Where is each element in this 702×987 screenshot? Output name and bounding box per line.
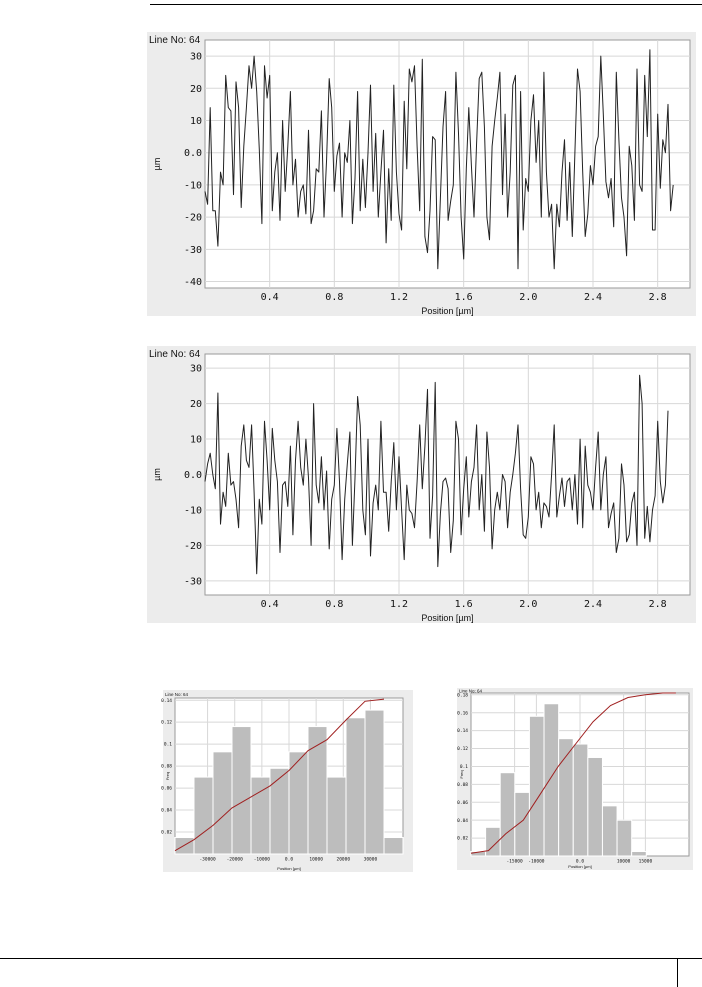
chart-3-y-tick-label: 0.02	[161, 830, 172, 836]
chart-2-x-tick-label: 1.2	[389, 599, 409, 610]
chart-4-y-tick-label: 0.1	[459, 765, 468, 771]
chart-2-title: Line No: 64	[149, 349, 201, 360]
chart-2-x-axis-label: Position [µm]	[421, 613, 474, 623]
chart-3-bar	[327, 777, 346, 854]
chart-2-x-tick-label: 1.6	[454, 599, 473, 610]
chart-1-x-tick-label: 0.8	[325, 292, 344, 303]
chart-1-title: Line No: 64	[149, 35, 201, 46]
chart-3-title: Line No: 64	[165, 692, 189, 697]
chart-1-x-tick-label: 1.2	[389, 292, 409, 303]
chart-3-x-tick-label: 10000	[309, 857, 323, 863]
chart-4-bar	[632, 852, 647, 856]
chart-4-y-tick-label: 0.18	[457, 693, 468, 699]
chart-4-bar	[544, 704, 559, 856]
chart-4-title: Line No: 64	[459, 688, 483, 694]
chart-1-x-tick-label: 1.6	[454, 292, 473, 303]
chart-4-bar	[500, 773, 515, 856]
chart-3-x-tick-label: -20000	[226, 857, 243, 863]
chart-1-y-tick-label: -20	[183, 212, 202, 224]
chart-2-x-tick-label: 2.8	[648, 599, 667, 610]
chart-3-y-axis-label: Freq	[164, 771, 170, 781]
page-corner-box	[677, 958, 702, 987]
chart-4-y-tick-label: 0.06	[457, 800, 468, 806]
chart-3-y-tick-label: 0.12	[161, 720, 172, 726]
chart-2-y-tick-label: -20	[183, 540, 202, 552]
chart-1-x-tick-label: 2.0	[519, 292, 538, 303]
chart-4-x-tick-label: 10000	[616, 859, 631, 865]
chart-1-y-tick-label: 10	[189, 116, 202, 128]
line-chart-1	[147, 32, 696, 316]
chart-3-bar	[270, 768, 289, 854]
chart-4-x-tick-label: -15000	[506, 859, 523, 865]
chart-2-y-tick-label: 30	[189, 363, 202, 375]
chart-3-y-tick-label: 0.04	[161, 808, 172, 814]
chart-2-y-tick-label: 10	[189, 434, 202, 446]
chart-3-x-tick-label: 20000	[336, 857, 351, 863]
chart-1-y-tick-label: 30	[189, 51, 202, 63]
chart-3-x-tick-label: 0.0	[284, 857, 294, 863]
chart-1-x-tick-label: 2.8	[648, 292, 667, 303]
chart-3-bar	[365, 710, 384, 854]
chart-1-x-axis-label: Position [µm]	[421, 306, 474, 316]
chart-3-bar	[251, 777, 270, 854]
chart-1-y-tick-label: 0.0	[183, 148, 202, 160]
chart-2-y-tick-label: 20	[189, 399, 202, 411]
histogram-chart-2	[457, 688, 693, 870]
line-chart-2	[147, 346, 696, 623]
chart-3-bar	[213, 752, 232, 854]
chart-2-y-tick-label: 0.0	[183, 470, 202, 481]
chart-3-x-tick-label: -10000	[253, 857, 270, 863]
histogram-chart-2-svg	[457, 688, 693, 870]
chart-1-x-tick-label: 0.4	[260, 292, 279, 303]
chart-3-bar	[232, 727, 251, 854]
chart-1-y-tick-label: -10	[183, 180, 202, 192]
chart-2-x-tick-label: 0.8	[325, 599, 344, 610]
chart-2-y-tick-label: -10	[183, 505, 202, 517]
chart-2-x-tick-label: 2.0	[519, 599, 538, 610]
histogram-chart-1	[163, 690, 413, 872]
chart-3-y-tick-label: 0.06	[161, 786, 172, 792]
chart-2-x-tick-label: 0.4	[260, 599, 279, 610]
chart-4-x-tick-label: 0.0	[575, 859, 585, 865]
chart-4-y-tick-label: 0.04	[457, 818, 468, 824]
chart-4-y-tick-label: 0.16	[457, 711, 468, 717]
chart-1-y-tick-label: 20	[189, 83, 202, 95]
chart-3-x-axis-label: Position [µm]	[277, 866, 301, 871]
chart-4-y-tick-label: 0.02	[457, 836, 468, 842]
chart-3-bar	[346, 718, 365, 854]
chart-4-x-axis-label: Position [µm]	[568, 864, 592, 869]
chart-4-y-tick-label: 0.12	[457, 747, 468, 753]
top-rule	[150, 4, 702, 5]
chart-4-bar	[529, 716, 544, 856]
histogram-chart-1-svg	[163, 690, 413, 872]
chart-1-x-tick-label: 2.4	[583, 292, 603, 303]
bottom-rule	[0, 958, 702, 959]
chart-4-bar	[573, 744, 588, 856]
chart-4-x-tick-label: 15000	[638, 859, 653, 865]
chart-4-y-tick-label: 0.14	[457, 729, 468, 735]
chart-2-x-tick-label: 2.4	[583, 599, 603, 610]
chart-3-x-tick-label: 30000	[363, 857, 378, 863]
chart-3-y-tick-label: 0.14	[161, 698, 172, 704]
chart-3-x-tick-label: -30000	[199, 857, 216, 863]
chart-3-bar	[384, 838, 403, 854]
chart-4-y-axis-label: Freq	[458, 770, 464, 779]
chart-2-y-tick-label: -30	[183, 576, 202, 588]
line-chart-1-svg	[147, 32, 696, 316]
chart-3-bar	[194, 777, 213, 854]
chart-4-bar	[515, 792, 530, 856]
chart-2-y-axis-label: µm	[152, 468, 162, 481]
chart-3-y-tick-label: 0.1	[163, 742, 172, 748]
line-chart-2-svg	[147, 346, 696, 623]
chart-1-y-axis-label: µm	[152, 157, 162, 171]
chart-4-x-tick-label: -10000	[528, 859, 545, 865]
chart-4-bar	[617, 820, 632, 856]
chart-4-bar	[602, 806, 617, 856]
chart-4-bar	[588, 757, 603, 856]
chart-4-y-tick-label: 0.08	[457, 782, 468, 788]
chart-1-y-tick-label: -40	[183, 277, 202, 289]
chart-1-y-tick-label: -30	[183, 244, 202, 256]
chart-3-y-tick-label: 0.08	[161, 764, 172, 770]
